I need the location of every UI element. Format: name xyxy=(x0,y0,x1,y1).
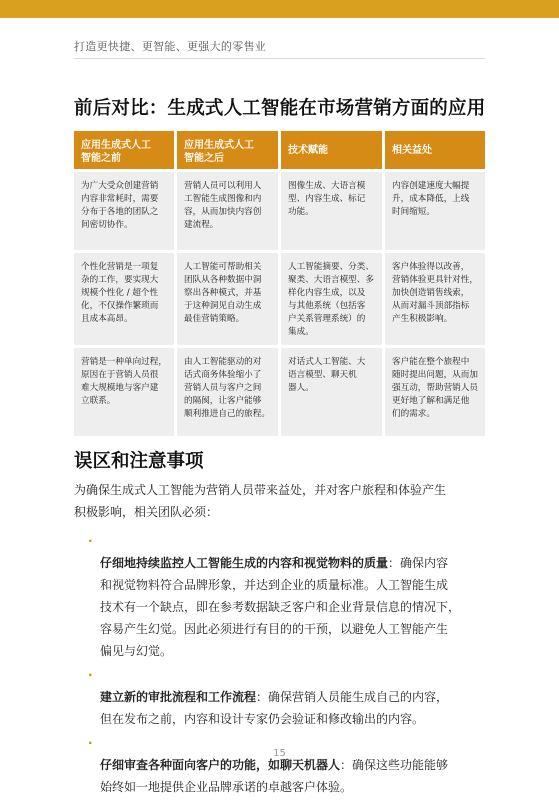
section-intro: 为确保生成式人工智能为营销人员带来益处，并对客户旅程和体验产生 积极影响，相关团队必须： xyxy=(74,483,447,519)
header-cell-tech: 技术赋能 xyxy=(281,131,382,169)
list-item xyxy=(88,530,488,662)
bullet-list xyxy=(88,530,488,800)
table-cell: 内容创建速度大幅提 升，成本降低，上线 时间缩短。 xyxy=(385,172,485,250)
running-header: 打造更快捷、更智能、更强大的零售业 xyxy=(74,40,267,53)
table-cell: 人工智能可帮助相关 团队从各种数据中洞 察出各种模式，并基 于这种洞见自动生成 最佳营销策略。 xyxy=(177,253,278,345)
table-cell: 营销人员可以利用人 工智能生成图像和内 容，从而加快内容创 建流程。 xyxy=(177,172,278,250)
list-item xyxy=(88,664,488,730)
header-cell-after: 应用生成式人工 智能之后 xyxy=(177,131,278,169)
list-item xyxy=(88,732,488,798)
table-cell: 客户能在整个旅程中 随时提出问题，从而加 强互动，帮助营销人员 更好地了解和满足他 们的需求。 xyxy=(385,348,485,436)
section-heading: 误区和注意事项 xyxy=(74,451,204,472)
table-row xyxy=(74,253,485,345)
bullet-text: ：确保营销人员能生成自己的内容， 但在发布之前，内容和设计专家仍会验证和修改输出的内容。 xyxy=(100,690,449,726)
page-title: 前后对比：生成式人工智能在市场营销方面的应用 xyxy=(74,98,486,119)
table-cell: 个性化营销是一项复 杂的工作，要实现大 规模个性化 / 超个性 化，不仅操作繁琐而 且成本高昂。 xyxy=(74,253,174,345)
bullet-bold-text: 仔细审查各种面向客户的功能，如聊天机器人 xyxy=(100,758,341,772)
bullet-text: ：确保内容 和视觉物料符合品牌形象，并达到企业的质量标准。人工智能生成 技术有一个缺点，即在参考数据缺乏客户和企业背景信息的情况下， 容易产生幻觉。因此必须进行有目的的干预，以避免人工智能产生 偏见与幻觉。 xyxy=(100,556,461,658)
bullet-bold-text: 仔细地持续监控人工智能生成的内容和视觉物料的质量 xyxy=(100,556,389,570)
table-cell: 对话式人工智能、大 语言模型、聊天机 器人。 xyxy=(281,348,382,436)
table-row xyxy=(74,172,485,250)
table-header xyxy=(74,131,485,169)
table-cell: 为广大受众创建营销 内容非常耗时，需要 分布于各地的团队之 间密切协作。 xyxy=(74,172,174,250)
table-row xyxy=(74,348,485,436)
page-number: 15 xyxy=(273,748,286,759)
table-cell: 客户体验得以改善， 营销体验更具针对性， 加快创造销售线索， 从而对漏斗顶部指标 产生积极影响。 xyxy=(385,253,485,345)
bullet-dot-icon: · xyxy=(88,668,93,682)
header-cell-before: 应用生成式人工 智能之前 xyxy=(74,131,174,169)
bullet-bold-text: 建立新的审批流程和工作流程 xyxy=(100,690,257,704)
table-cell: 图像生成、大语言模 型、内容生成、标记 功能。 xyxy=(281,172,382,250)
bullet-text: ：确保这些功能能够 始终如一地提供企业品牌承诺的卓越客户体验。 xyxy=(100,758,449,794)
bullet-dot-icon: · xyxy=(88,736,93,750)
top-accent-bar xyxy=(0,0,559,18)
header-divider xyxy=(74,58,485,59)
header-cell-benefits: 相关益处 xyxy=(385,131,485,169)
table-cell: 人工智能摘要、分类、 聚类、大语言模型、多 样化内容生成，以及 与其他系统（包括客 户关系管理系统）的 集成。 xyxy=(281,253,382,345)
bullet-dot-icon: · xyxy=(88,534,93,548)
table-cell: 由人工智能驱动的对 话式商务体验缩小了 营销人员与客户之间 的隔阂，让客户能够 顺利推进自己的旅程。 xyxy=(177,348,278,436)
table-cell: 营销是一种单向过程， 原因在于营销人员很 难大规模地与客户建 立联系。 xyxy=(74,348,174,436)
comparison-table xyxy=(74,131,485,436)
